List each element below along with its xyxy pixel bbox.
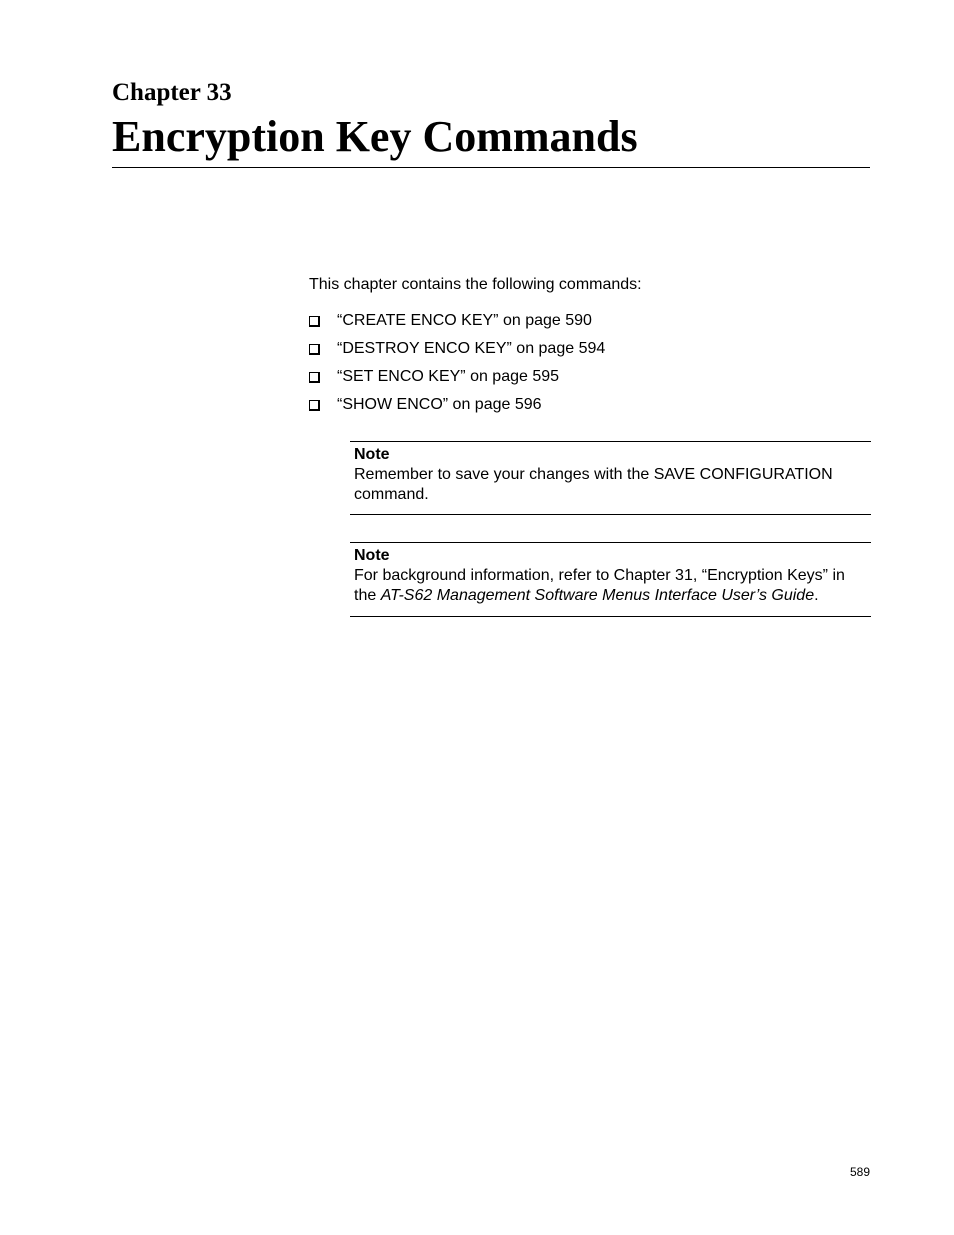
chapter-title: Encryption Key Commands	[112, 112, 638, 161]
chapter-label: Chapter 33	[112, 79, 232, 106]
checkbox-bullet-icon	[309, 344, 320, 355]
guide-title-link[interactable]: AT-S62 Management Software Menus Interface User’s Guide	[380, 587, 815, 604]
checkbox-bullet-icon	[309, 316, 320, 327]
intro-text: This chapter contains the following commands:	[309, 276, 642, 293]
command-link-create-enco-key[interactable]: “CREATE ENCO KEY” on page 590	[337, 312, 592, 329]
note-save-configuration	[350, 441, 871, 515]
command-link-set-enco-key[interactable]: “SET ENCO KEY” on page 595	[337, 368, 560, 385]
command-list-item	[309, 339, 605, 367]
note-heading: Note	[354, 446, 390, 463]
note-background-info	[350, 542, 871, 617]
note-body-end: .	[814, 587, 819, 604]
command-list	[309, 311, 605, 423]
command-list-item	[309, 311, 605, 339]
command-link-destroy-enco-key[interactable]: “DESTROY ENCO KEY” on page 594	[337, 340, 606, 357]
page-number: 589	[849, 1165, 870, 1179]
checkbox-bullet-icon	[309, 372, 320, 383]
title-divider	[112, 167, 870, 168]
checkbox-bullet-icon	[309, 400, 320, 411]
command-list-item	[309, 395, 605, 423]
note-body: Remember to save your changes with the SAVE CONFIGURATION command.	[354, 466, 833, 503]
note-body	[354, 566, 867, 606]
note-body-text: For background information, refer to Chapter 31, “Encryption Keys” in the	[354, 567, 845, 604]
command-link-show-enco[interactable]: “SHOW ENCO” on page 596	[337, 396, 542, 413]
note-heading: Note	[354, 547, 390, 564]
command-list-item	[309, 367, 605, 395]
